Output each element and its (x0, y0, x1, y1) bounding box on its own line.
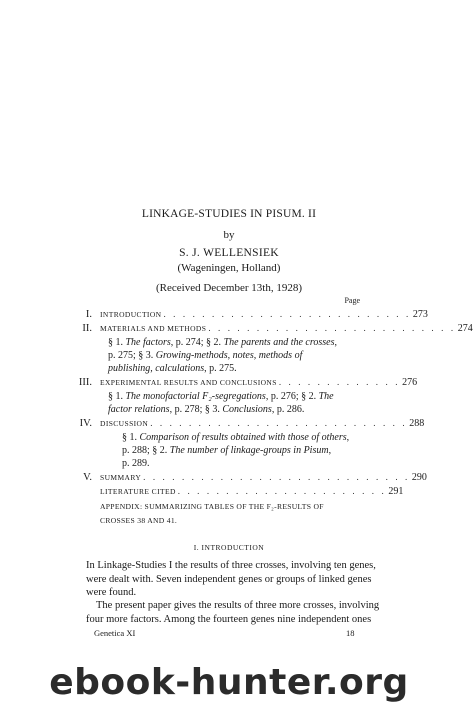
toc-leader-dots: . . . . . . . . . . . . . . . . . . . . . . . . . . (208, 323, 456, 333)
author-affiliation: (Wageningen, Holland) (177, 262, 281, 274)
toc-subentries-discussion: § 1. Comparison of results obtained with those of others, p. 288; § 2. The number of linkage-groups in Pisum, p. 289. (122, 432, 350, 469)
toc-label: INTRODUCTION (100, 310, 162, 319)
footer-journal: Genetica XI (94, 628, 136, 638)
toc-page-number: 276 (402, 377, 418, 388)
toc-page-header: Page (344, 296, 360, 305)
paper-title: LINKAGE-STUDIES IN PISUM. II (141, 208, 317, 220)
toc-entry-literature (100, 486, 404, 499)
toc-roman-3: III. (78, 377, 92, 388)
toc-leader-dots: . . . . . . . . . . . . . . . . . . . . . . . . . . . (150, 418, 408, 428)
toc-leader-dots: . . . . . . . . . . . . . (278, 377, 401, 387)
received-date: (Received December 13th, 1928) (156, 282, 302, 294)
intro-paragraph-2: The present paper gives the results of three more crosses, involving four more factors. Among the fourteen genes nine independent ones (86, 600, 380, 625)
toc-label: SUMMARY (100, 473, 142, 482)
toc-page-number: 291 (388, 486, 404, 497)
toc-label: LITERATURE CITED (100, 487, 176, 496)
toc-page-number: 273 (412, 309, 428, 320)
toc-entry-results (100, 377, 418, 390)
toc-roman-5: V. (83, 472, 92, 483)
toc-leader-dots: . . . . . . . . . . . . . . . . . . . . . . . . . . . . (143, 472, 410, 482)
footer-page-number: 18 (346, 628, 355, 638)
toc-page-number: 274 (457, 323, 473, 334)
toc-leader-dots: . . . . . . . . . . . . . . . . . . . . . . (177, 486, 387, 496)
intro-paragraph-1: In Linkage-Studies I the results of three crosses, involving ten genes, were dealt with. Seven independent genes or groups of linked genes were found. (86, 560, 376, 598)
toc-label: EXPERIMENTAL RESULTS AND CONCLUSIONS (100, 378, 277, 387)
toc-appendix: APPENDIX: SUMMARIZING TABLES OF THE F₂-RESULTS OF CROSSES 38 AND 41. (100, 502, 324, 525)
toc-page-number: 288 (409, 418, 425, 429)
toc-subentries-results: § 1. The monofactorial F₂-segregations, p. 276; § 2. The factor relations, p. 278; § 3. Conclusions, p. 286. (108, 391, 334, 415)
toc-entry-introduction (100, 309, 428, 322)
toc-subentries-materials: § 1. The factors, p. 274; § 2. The parents and the crosses, p. 275; § 3. Growing-methods, notes, methods of publishing, calculations, p. 275. (108, 337, 337, 374)
toc-roman-2: II. (82, 323, 92, 334)
byline-by: by (223, 229, 235, 241)
toc-roman-1: I. (85, 309, 92, 320)
toc-entry-summary (100, 472, 427, 485)
author-name: S. J. WELLENSIEK (179, 247, 279, 259)
toc-label: DISCUSSION (100, 419, 149, 428)
toc-entry-materials (100, 323, 473, 336)
toc-roman-4: IV. (79, 418, 92, 429)
toc-entry-discussion (100, 418, 425, 431)
toc-leader-dots: . . . . . . . . . . . . . . . . . . . . . . . . . . (163, 309, 411, 319)
watermark: ebook-hunter.org (49, 662, 409, 703)
toc-label: MATERIALS AND METHODS (100, 324, 207, 333)
toc-page-number: 290 (411, 472, 427, 483)
section-heading: I. INTRODUCTION (193, 543, 265, 552)
